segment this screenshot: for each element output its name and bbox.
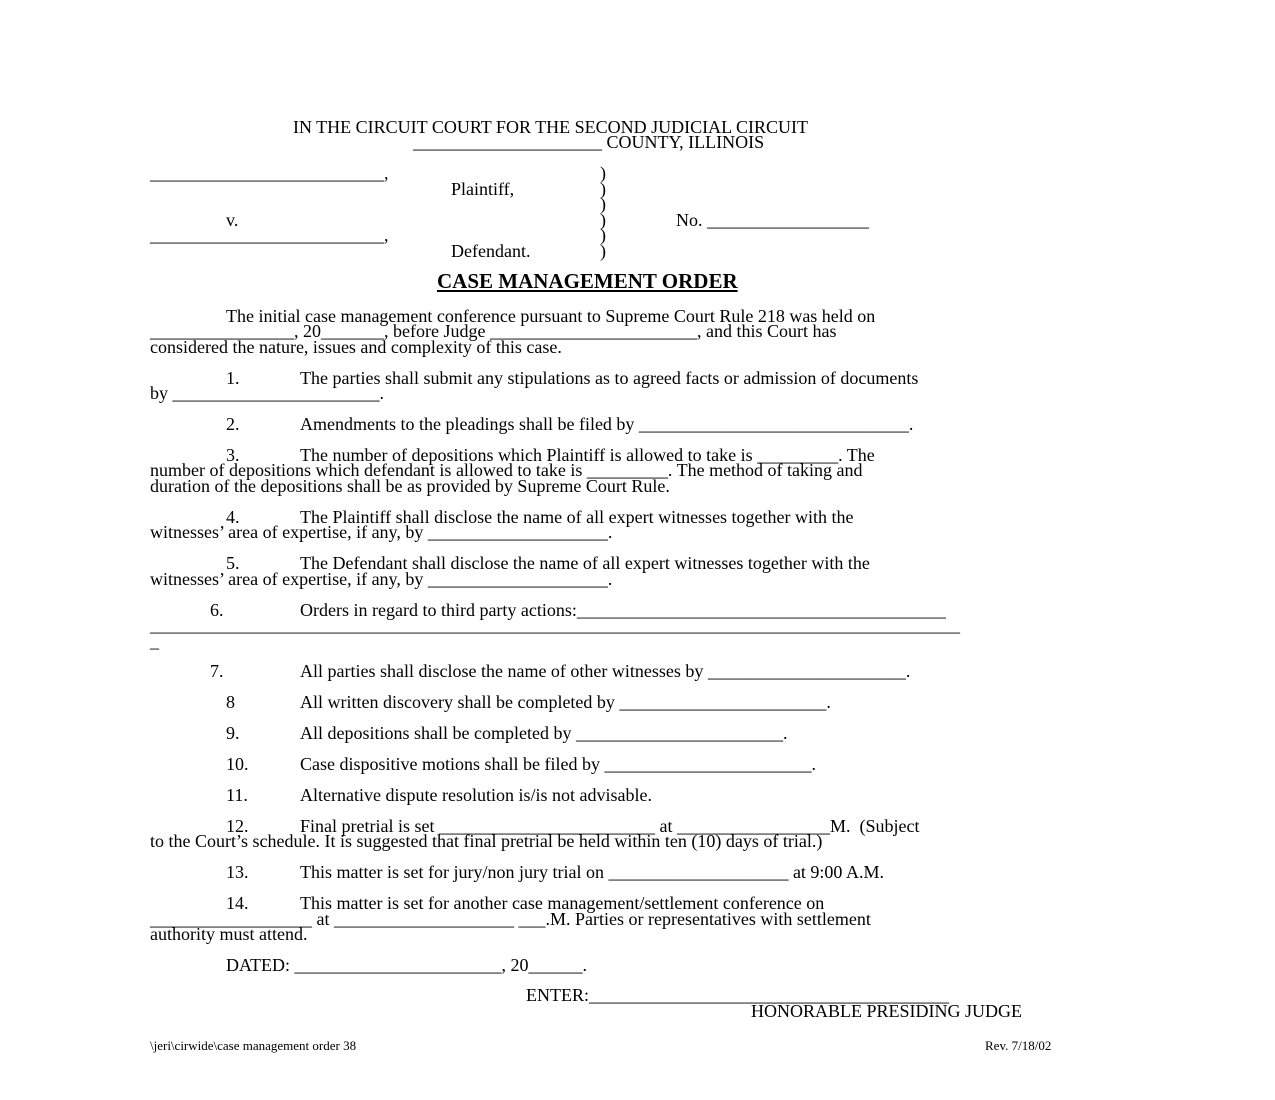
item-3-text-cont: duration of the depositions shall be as provided by Supreme Court Rule. (150, 476, 670, 496)
item-3-text: The number of depositions which Plaintiff is allowed to take is _________. The (300, 445, 875, 465)
item-number: 13. (226, 862, 249, 882)
county-heading: _____________________ COUNTY, ILLINOIS (413, 132, 765, 152)
item-14-text-cont: authority must attend. (150, 924, 308, 944)
item-number: 6. (210, 600, 224, 620)
item-1-text: The parties shall submit any stipulations as to agreed facts or admission of documents (300, 368, 919, 388)
enter-signature-line[interactable]: ENTER:________________________________________ (526, 985, 949, 1005)
item-number: 9. (226, 723, 240, 743)
item-11-text: Alternative dispute resolution is/is not advisable. (300, 785, 652, 805)
item-number: 2. (226, 414, 240, 434)
intro-line-2: ________________, 20_______, before Judge _______________________, and this Court has (150, 321, 837, 341)
item-number: 11. (226, 785, 248, 805)
item-9-text: All depositions shall be completed by _______________________. (300, 723, 788, 743)
page-title: CASE MANAGEMENT ORDER (437, 269, 738, 293)
footer-revision: Rev. 7/18/02 (985, 1038, 1052, 1053)
item-4-text: The Plaintiff shall disclose the name of all expert witnesses together with the (300, 507, 854, 527)
caption-paren: ) (600, 179, 606, 199)
intro-line-1: The initial case management conference pursuant to Supreme Court Rule 218 was held on (226, 306, 876, 326)
item-14-text: This matter is set for another case management/settlement conference on (300, 893, 825, 913)
defendant-label: Defendant. (451, 241, 531, 261)
item-12-text-cont: to the Court’s schedule. It is suggested that final pretrial be held within ten (10) days of trial.) (150, 831, 823, 851)
plaintiff-name-field[interactable]: __________________________, (150, 163, 389, 183)
caption-paren: ) (600, 225, 606, 245)
item-14-text-cont: __________________ at ____________________ ___.M. Parties or representatives with settlement (150, 909, 871, 929)
caption-paren: ) (600, 163, 606, 183)
judge-signature-label: HONORABLE PRESIDING JUDGE (751, 1001, 1023, 1021)
item-7-text: All parties shall disclose the name of other witnesses by ______________________. (300, 661, 911, 681)
dated-line[interactable]: DATED: _______________________, 20______. (226, 955, 587, 975)
item-5-text-cont: witnesses’ area of expertise, if any, by ____________________. (150, 569, 613, 589)
item-1-text-cont: by _______________________. (150, 383, 384, 403)
item-number: 8 (226, 692, 235, 712)
item-5-text: The Defendant shall disclose the name of all expert witnesses together with the (300, 553, 870, 573)
item-number: 12. (226, 816, 249, 836)
item-12-text: Final pretrial is set ________________________ at _________________M. (Subject (300, 816, 920, 836)
item-number: 4. (226, 507, 240, 527)
item-number: 1. (226, 368, 240, 388)
versus-label: v. (226, 210, 239, 230)
item-number: 14. (226, 893, 249, 913)
item-number: 5. (226, 553, 240, 573)
item-number: 7. (210, 661, 224, 681)
item-number: 10. (226, 754, 249, 774)
item-6-text: Orders in regard to third party actions:_________________________________________ (300, 600, 946, 620)
item-2-text: Amendments to the pleadings shall be filed by ______________________________. (300, 414, 914, 434)
plaintiff-label: Plaintiff, (451, 179, 515, 199)
caption-paren: ) (600, 210, 606, 230)
court-heading: IN THE CIRCUIT COURT FOR THE SECOND JUDICIAL CIRCUIT (293, 117, 808, 137)
item-3-text-cont: number of depositions which defendant is allowed to take is _________. The method of taking and (150, 460, 863, 480)
caption-paren: ) (600, 194, 606, 214)
footer-file-path: \jeri\cirwide\case management order 38 (150, 1038, 357, 1053)
item-6-text-cont: __________________________________________________________________________________________ (150, 615, 960, 635)
item-10-text: Case dispositive motions shall be filed by _______________________. (300, 754, 816, 774)
item-4-text-cont: witnesses’ area of expertise, if any, by ____________________. (150, 522, 613, 542)
intro-line-3: considered the nature, issues and complexity of this case. (150, 337, 562, 357)
item-8-text: All written discovery shall be completed by _______________________. (300, 692, 831, 712)
defendant-name-field[interactable]: __________________________, (150, 225, 389, 245)
item-6-text-cont: _ (150, 631, 159, 651)
case-number-field[interactable]: No. __________________ (676, 210, 869, 230)
item-number: 3. (226, 445, 240, 465)
caption-paren: ) (600, 241, 606, 261)
item-13-text: This matter is set for jury/non jury trial on ____________________ at 9:00 A.M. (300, 862, 884, 882)
